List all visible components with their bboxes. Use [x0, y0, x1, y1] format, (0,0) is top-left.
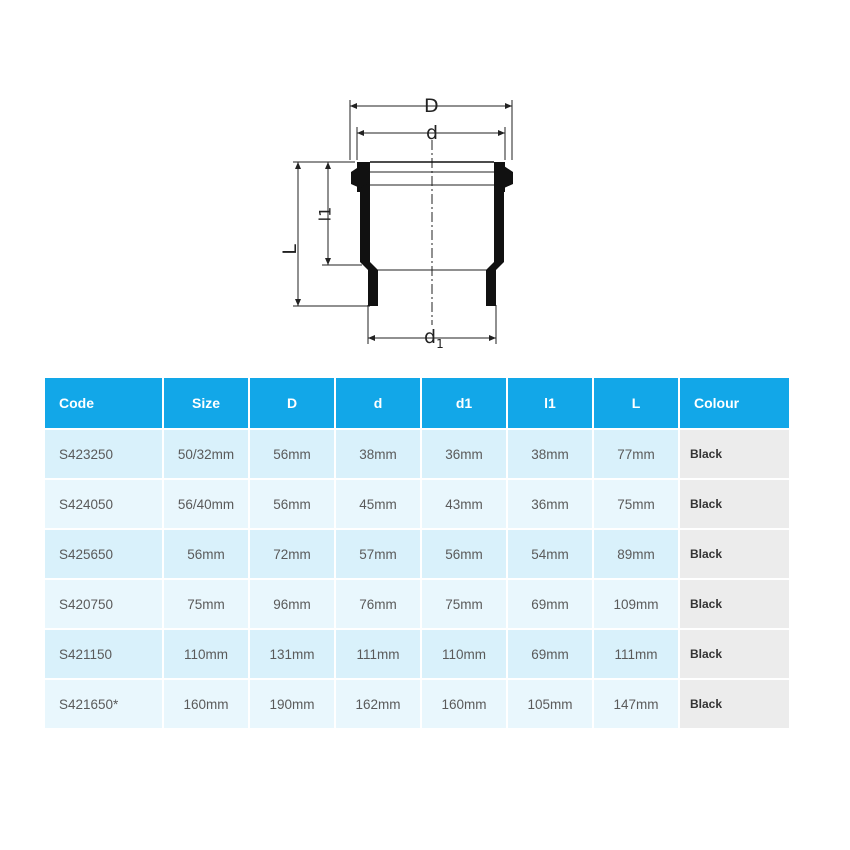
reducer-drawing	[0, 0, 850, 370]
dimension-d-label: d	[426, 122, 439, 144]
cell-l1: 69mm	[508, 630, 592, 678]
cell-code: S424050	[45, 480, 162, 528]
cell-l1: 38mm	[508, 430, 592, 478]
header-size: Size	[164, 378, 248, 428]
cell-d1: 110mm	[422, 630, 506, 678]
cell-d: 162mm	[336, 680, 420, 728]
table-row	[45, 480, 789, 528]
cell-code: S421150	[45, 630, 162, 678]
cell-code: S425650	[45, 530, 162, 578]
cell-D: 96mm	[250, 580, 334, 628]
table-header-row	[45, 378, 789, 428]
dimension-L-label: L	[278, 244, 301, 255]
dimension-d1-main: d	[424, 326, 437, 348]
cell-d1: 56mm	[422, 530, 506, 578]
cell-d1: 75mm	[422, 580, 506, 628]
cell-d1: 160mm	[422, 680, 506, 728]
table-row	[45, 530, 789, 578]
header-L: L	[594, 378, 678, 428]
cell-D: 72mm	[250, 530, 334, 578]
cell-l1: 54mm	[508, 530, 592, 578]
header-D: D	[250, 378, 334, 428]
header-d: d	[336, 378, 420, 428]
cell-d: 76mm	[336, 580, 420, 628]
cell-l1: 36mm	[508, 480, 592, 528]
cell-colour: Black	[680, 480, 789, 528]
dimension-l1-label: l1	[315, 206, 335, 222]
table-row	[45, 430, 789, 478]
header-d1: d1	[422, 378, 506, 428]
cell-d1: 36mm	[422, 430, 506, 478]
dimension-D-label: D	[424, 95, 439, 117]
cell-d: 57mm	[336, 530, 420, 578]
cell-L: 111mm	[594, 630, 678, 678]
cell-D: 56mm	[250, 480, 334, 528]
cell-size: 50/32mm	[164, 430, 248, 478]
cell-code: S423250	[45, 430, 162, 478]
header-l1: l1	[508, 378, 592, 428]
dimension-d1-label	[424, 328, 444, 350]
dimension-d1-sub: 1	[436, 336, 444, 351]
table-row	[45, 680, 789, 728]
header-colour: Colour	[680, 378, 789, 428]
cell-colour: Black	[680, 680, 789, 728]
cell-L: 109mm	[594, 580, 678, 628]
cell-L: 75mm	[594, 480, 678, 528]
fitting-diagram	[0, 0, 850, 370]
cell-L: 89mm	[594, 530, 678, 578]
table-row	[45, 580, 789, 628]
spec-table	[43, 376, 791, 730]
cell-l1: 69mm	[508, 580, 592, 628]
cell-L: 77mm	[594, 430, 678, 478]
cell-code: S421650*	[45, 680, 162, 728]
cell-colour: Black	[680, 530, 789, 578]
cell-d1: 43mm	[422, 480, 506, 528]
cell-code: S420750	[45, 580, 162, 628]
cell-d: 45mm	[336, 480, 420, 528]
cell-size: 56mm	[164, 530, 248, 578]
cell-L: 147mm	[594, 680, 678, 728]
cell-D: 131mm	[250, 630, 334, 678]
cell-l1: 105mm	[508, 680, 592, 728]
cell-D: 190mm	[250, 680, 334, 728]
cell-colour: Black	[680, 580, 789, 628]
cell-D: 56mm	[250, 430, 334, 478]
table-row	[45, 630, 789, 678]
cell-size: 56/40mm	[164, 480, 248, 528]
cell-size: 75mm	[164, 580, 248, 628]
cell-size: 160mm	[164, 680, 248, 728]
cell-d: 38mm	[336, 430, 420, 478]
cell-colour: Black	[680, 430, 789, 478]
cell-size: 110mm	[164, 630, 248, 678]
cell-d: 111mm	[336, 630, 420, 678]
header-code: Code	[45, 378, 162, 428]
cell-colour: Black	[680, 630, 789, 678]
